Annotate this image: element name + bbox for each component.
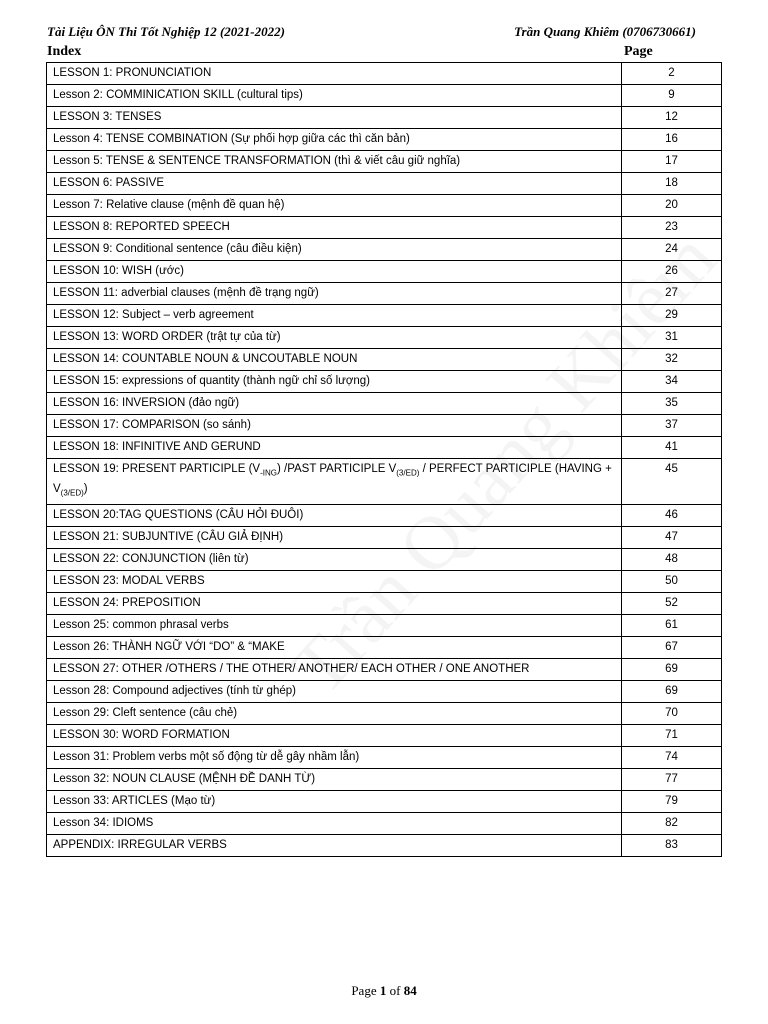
toc-row <box>47 327 722 349</box>
toc-lesson-title: Lesson 31: Problem verbs một số động từ dễ gây nhầm lẫn) <box>47 746 622 768</box>
toc-lesson-title: Lesson 28: Compound adjectives (tính từ ghép) <box>47 680 622 702</box>
toc-page-number: 61 <box>622 614 722 636</box>
toc-lesson-title: LESSON 14: COUNTABLE NOUN & UNCOUTABLE NOUN <box>47 349 622 371</box>
toc-page-number: 9 <box>622 85 722 107</box>
toc-lesson-title: Lesson 34: IDIOMS <box>47 812 622 834</box>
toc-page-number: 74 <box>622 746 722 768</box>
toc-title-subscript: (3/ED) <box>60 488 84 498</box>
toc-lesson-title: LESSON 12: Subject – verb agreement <box>47 305 622 327</box>
toc-lesson-title: LESSON 21: SUBJUNTIVE (CÂU GIẢ ĐỊNH) <box>47 526 622 548</box>
toc-row <box>47 790 722 812</box>
toc-row <box>47 239 722 261</box>
toc-row <box>47 283 722 305</box>
toc-lesson-title: LESSON 16: INVERSION (đảo ngữ) <box>47 393 622 415</box>
toc-lesson-title: Lesson 2: COMMINICATION SKILL (cultural tips) <box>47 85 622 107</box>
toc-row <box>47 85 722 107</box>
toc-title-segment: LESSON 19: PRESENT PARTICIPLE (V <box>53 463 261 475</box>
toc-row <box>47 812 722 834</box>
toc-lesson-title: LESSON 27: OTHER /OTHERS / THE OTHER/ ANOTHER/ EACH OTHER / ONE ANOTHER <box>47 658 622 680</box>
toc-lesson-title: LESSON 23: MODAL VERBS <box>47 570 622 592</box>
toc-page-number: 34 <box>622 371 722 393</box>
toc-title-segment: ) /PAST PARTICIPLE V <box>276 463 397 475</box>
toc-page-number: 23 <box>622 217 722 239</box>
toc-page-number: 70 <box>622 702 722 724</box>
toc-lesson-title: Lesson 7: Relative clause (mệnh đề quan hệ) <box>47 195 622 217</box>
footer-total-pages: 84 <box>403 983 417 998</box>
toc-page-number: 18 <box>622 173 722 195</box>
toc-lesson-title: Lesson 5: TENSE & SENTENCE TRANSFORMATION (thì & viết câu giữ nghĩa) <box>47 151 622 173</box>
toc-row <box>47 768 722 790</box>
toc-page-number: 71 <box>622 724 722 746</box>
page-footer <box>0 983 768 999</box>
toc-row <box>47 658 722 680</box>
toc-lesson-title: LESSON 22: CONJUNCTION (liên từ) <box>47 548 622 570</box>
toc-page-number: 31 <box>622 327 722 349</box>
toc-lesson-title: LESSON 13: WORD ORDER (trật tự của từ) <box>47 327 622 349</box>
toc-row <box>47 393 722 415</box>
toc-row <box>47 415 722 437</box>
toc-page-number: 77 <box>622 768 722 790</box>
toc-lesson-title: APPENDIX: IRREGULAR VERBS <box>47 834 622 856</box>
toc-row <box>47 217 722 239</box>
document-header-author: Trần Quang Khiêm (0706730661) <box>514 24 696 39</box>
toc-lesson-title: Lesson 4: TENSE COMBINATION (Sự phối hợp giữa các thì căn bản) <box>47 129 622 151</box>
toc-row <box>47 371 722 393</box>
toc-lesson-title: LESSON 1: PRONUNCIATION <box>47 63 622 85</box>
page-column-heading: Page <box>624 44 653 59</box>
toc-lesson-title <box>47 459 622 505</box>
toc-lesson-title: LESSON 30: WORD FORMATION <box>47 724 622 746</box>
toc-page-number: 67 <box>622 636 722 658</box>
toc-lesson-title: Lesson 26: THÀNH NGỮ VỚI “DO” & “MAKE <box>47 636 622 658</box>
toc-page-number: 69 <box>622 658 722 680</box>
toc-page-number: 79 <box>622 790 722 812</box>
toc-row <box>47 349 722 371</box>
toc-lesson-title: Lesson 33: ARTICLES (Mạo từ) <box>47 790 622 812</box>
toc-page-number: 82 <box>622 812 722 834</box>
table-of-contents <box>46 62 722 857</box>
toc-page-number: 16 <box>622 129 722 151</box>
footer-current-page: 1 <box>379 983 387 998</box>
toc-page-number: 48 <box>622 548 722 570</box>
toc-page-number: 52 <box>622 592 722 614</box>
toc-page-number: 50 <box>622 570 722 592</box>
toc-row <box>47 504 722 526</box>
toc-row <box>47 746 722 768</box>
toc-row <box>47 702 722 724</box>
toc-lesson-title: Lesson 29: Cleft sentence (câu chẻ) <box>47 702 622 724</box>
toc-lesson-title: LESSON 17: COMPARISON (so sánh) <box>47 415 622 437</box>
toc-title-segment: ) <box>83 483 88 496</box>
toc-row <box>47 107 722 129</box>
toc-title-segment: / PERFECT PARTICIPLE (HAVING + V <box>53 463 612 496</box>
toc-row <box>47 592 722 614</box>
toc-page-number: 2 <box>622 63 722 85</box>
toc-page-number: 83 <box>622 834 722 856</box>
toc-lesson-title: LESSON 18: INFINITIVE AND GERUND <box>47 437 622 459</box>
toc-row <box>47 151 722 173</box>
index-heading: Index <box>47 44 82 59</box>
toc-row <box>47 63 722 85</box>
toc-lesson-title: LESSON 15: expressions of quantity (thành ngữ chỉ số lượng) <box>47 371 622 393</box>
toc-row <box>47 834 722 856</box>
toc-page-number: 45 <box>622 459 722 505</box>
toc-row <box>47 570 722 592</box>
toc-page-number: 24 <box>622 239 722 261</box>
toc-row <box>47 526 722 548</box>
toc-lesson-title: LESSON 10: WISH (ước) <box>47 261 622 283</box>
toc-row <box>47 173 722 195</box>
toc-title-subscript: -ING <box>260 468 277 478</box>
toc-lesson-title: LESSON 20:TAG QUESTIONS (CÂU HỎI ĐUÔI) <box>47 504 622 526</box>
toc-row <box>47 305 722 327</box>
toc-page-number: 27 <box>622 283 722 305</box>
toc-page-number: 35 <box>622 393 722 415</box>
toc-page-number: 69 <box>622 680 722 702</box>
toc-title-subscript: (3/ED) <box>396 468 420 478</box>
toc-row <box>47 129 722 151</box>
toc-row <box>47 459 722 505</box>
toc-row <box>47 614 722 636</box>
toc-page-number: 26 <box>622 261 722 283</box>
toc-page-number: 17 <box>622 151 722 173</box>
toc-row <box>47 195 722 217</box>
footer-middle: of <box>386 983 404 998</box>
toc-page-number: 41 <box>622 437 722 459</box>
toc-page-number: 12 <box>622 107 722 129</box>
document-header-title: Tài Liệu ÔN Thi Tốt Nghiệp 12 (2021-2022) <box>47 24 285 39</box>
toc-page-number: 46 <box>622 504 722 526</box>
toc-lesson-title: LESSON 3: TENSES <box>47 107 622 129</box>
toc-page-number: 32 <box>622 349 722 371</box>
toc-row <box>47 548 722 570</box>
toc-row <box>47 437 722 459</box>
toc-lesson-title: LESSON 11: adverbial clauses (mệnh đề trạng ngữ) <box>47 283 622 305</box>
toc-page-number: 47 <box>622 526 722 548</box>
toc-row <box>47 261 722 283</box>
toc-lesson-title: LESSON 6: PASSIVE <box>47 173 622 195</box>
toc-page-number: 37 <box>622 415 722 437</box>
toc-lesson-title: Lesson 32: NOUN CLAUSE (MỆNH ĐỀ DANH TỪ) <box>47 768 622 790</box>
toc-page-number: 20 <box>622 195 722 217</box>
toc-lesson-title: LESSON 8: REPORTED SPEECH <box>47 217 622 239</box>
toc-row <box>47 680 722 702</box>
toc-page-number: 29 <box>622 305 722 327</box>
toc-row <box>47 724 722 746</box>
toc-lesson-title: LESSON 24: PREPOSITION <box>47 592 622 614</box>
toc-lesson-title: Lesson 25: common phrasal verbs <box>47 614 622 636</box>
footer-prefix: Page <box>351 983 380 998</box>
toc-row <box>47 636 722 658</box>
toc-lesson-title: LESSON 9: Conditional sentence (câu điều kiện) <box>47 239 622 261</box>
